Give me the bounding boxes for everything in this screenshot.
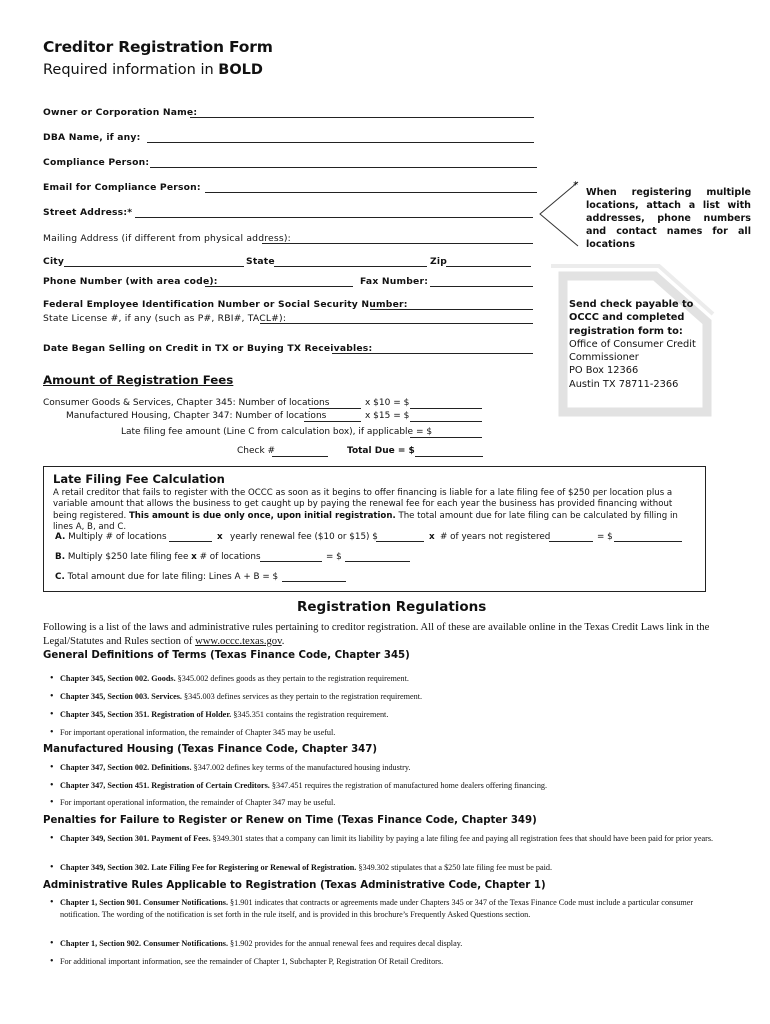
list-item: • Chapter 349, Section 301. Payment of Fees. §349.301 states that a company can limit its liability by paying a late filing fee and paying all registration fees that should have been paid for prior years. xyxy=(50,833,714,844)
send-line-3: PO Box 12366 xyxy=(569,365,639,377)
send-line-2: Commissioner xyxy=(569,352,639,364)
subtitle-bold: BOLD xyxy=(218,62,263,78)
email-label: Email for Compliance Person: xyxy=(43,182,201,193)
license-field[interactable] xyxy=(260,323,533,324)
line-a-fee-field[interactable] xyxy=(376,541,424,542)
line-b-text1: Multiply $250 late filing fee xyxy=(67,552,189,562)
send-line-1: Office of Consumer Credit xyxy=(569,338,696,350)
state-label: State xyxy=(246,256,275,267)
total-due-field[interactable] xyxy=(415,456,483,457)
item-text: §345.351 contains the registration requirement. xyxy=(233,710,389,719)
intro-text: Following is a list of the laws and administrative rules pertaining to creditor registration. All of these are available online in the Texas Credit Laws link in the Legal/Statutes and Rules section of xyxy=(43,622,710,647)
line-b-x: x xyxy=(191,552,197,562)
subtitle-prefix: Required information in xyxy=(43,62,214,78)
line-c xyxy=(55,572,278,582)
line-a xyxy=(55,532,167,542)
line-a-letter: A. xyxy=(55,532,66,542)
item-title: Chapter 1, Section 902. Consumer Notifications. xyxy=(60,939,228,948)
asterisk: * xyxy=(573,180,578,191)
consumer-locations-field[interactable] xyxy=(309,408,361,409)
city-label: City xyxy=(43,256,65,267)
line-a-eq: = $ xyxy=(597,532,613,542)
send-bold: Send check payable to OCCC and completed registration form to: xyxy=(569,299,694,337)
dba-label: DBA Name, if any: xyxy=(43,132,141,143)
compliance-label: Compliance Person: xyxy=(43,157,150,168)
list-item: • For important operational information, the remainder of Chapter 347 may be useful. xyxy=(50,797,336,808)
item-title: Chapter 345, Section 002. Goods. xyxy=(60,674,176,683)
item-text: §349.302 stipulates that a $250 late filing fee must be paid. xyxy=(358,863,553,872)
manufactured-amount-field[interactable] xyxy=(410,421,482,422)
street-label: Street Address:* xyxy=(43,207,133,218)
regulations-intro xyxy=(43,621,733,648)
line-a-x1: x xyxy=(217,532,223,542)
list-item: • Chapter 349, Section 302. Late Filing Fee for Registering or Renewal of Registration. §349.302 stipulates that a $250 late filing fee must be paid. xyxy=(50,862,553,873)
item-title: Chapter 349, Section 302. Late Filing Fee for Registering or Renewal of Registration. xyxy=(60,863,357,872)
line-c-letter: C. xyxy=(55,572,65,582)
state-field[interactable] xyxy=(274,266,427,267)
item-text: For additional important information, see the remainder of Chapter 1, Subchapter P, Registration Of Retail Creditors. xyxy=(60,957,444,966)
item-text: For important operational information, the remainder of Chapter 347 may be useful. xyxy=(60,798,336,807)
line-b-eq: = $ xyxy=(326,552,342,562)
line-b xyxy=(55,552,261,562)
line-c-text: Total amount due for late filing: Lines A + B = $ xyxy=(67,572,279,582)
item-text: §345.002 defines goods as they pertain to the registration requirement. xyxy=(177,674,409,683)
occc-link[interactable]: www.occc.texas.gov xyxy=(195,635,282,647)
late-box-description xyxy=(53,488,699,534)
item-title: Chapter 345, Section 351. Registration of Holder. xyxy=(60,710,232,719)
line-a-text1: Multiply # of locations xyxy=(68,532,167,542)
email-field[interactable] xyxy=(205,192,537,193)
item-title: Chapter 349, Section 301. Payment of Fees. xyxy=(60,834,211,843)
consumer-amount-field[interactable] xyxy=(410,408,482,409)
multiple-locations-note: When registering multiple locations, attach a list with addresses, phone numbers and contact names for all locations xyxy=(586,187,751,250)
item-title: Chapter 347, Section 002. Definitions. xyxy=(60,763,192,772)
fax-label: Fax Number: xyxy=(360,276,429,287)
owner-field[interactable] xyxy=(190,117,534,118)
list-item: • Chapter 345, Section 003. Services. §345.003 defines services as they pertain to the registration requirement. xyxy=(50,691,423,702)
list-item: • Chapter 1, Section 901. Consumer Notifications. §1.901 indicates that contracts or agreements made under Chapters 345 or 347 of the Texas Finance Code must include a particular consumer notification. The wording of the notification is set forth in the rule itself, and is provided in this brochure’s Frequently Asked Questions section. xyxy=(50,897,694,920)
line-b-total-field[interactable] xyxy=(345,561,410,562)
item-text: §347.451 requires the registration of manufactured home dealers offering financing. xyxy=(271,781,548,790)
send-line-4: Austin TX 78711-2366 xyxy=(569,378,679,390)
fees-heading: Amount of Registration Fees xyxy=(43,373,234,387)
late-box-para2: The total amount due for late filing can be calculated by filling in lines A, B, and C. xyxy=(53,510,678,533)
license-label: State License #, if any (such as P#, RBI#, TACL#): xyxy=(43,313,287,324)
section-349-heading: Penalties for Failure to Register or Renew on Time (Texas Finance Code, Chapter 349) xyxy=(43,815,537,826)
page-subtitle xyxy=(43,62,263,78)
item-text: §347.002 defines key terms of the manufactured housing industry. xyxy=(193,763,411,772)
section-tac-heading: Administrative Rules Applicable to Registration (Texas Administrative Code, Chapter 1) xyxy=(43,880,546,891)
total-due-label: Total Due = $ xyxy=(347,446,415,456)
item-text: §1.901 indicates that contracts or agreements made under Chapters 345 or 347 of the Texas Finance Code must include a particular consumer notification. The wording of the notification is set forth in the rule itself, and is provided in this brochure’s Frequently Asked Questions section. xyxy=(60,898,694,920)
phone-label: Phone Number (with area code): xyxy=(43,276,218,287)
line-a-text3: # of years not registered xyxy=(440,532,551,542)
intro-end: . xyxy=(281,635,285,647)
fein-label: Federal Employee Identification Number or Social Security Number: xyxy=(43,299,408,310)
section-345-heading: General Definitions of Terms (Texas Finance Code, Chapter 345) xyxy=(43,650,410,661)
line-b-text2: # of locations xyxy=(199,552,261,562)
line-b-letter: B. xyxy=(55,552,66,562)
line-a-total-field[interactable] xyxy=(614,541,682,542)
list-item: • Chapter 347, Section 002. Definitions. §347.002 defines key terms of the manufactured housing industry. xyxy=(50,762,411,773)
zip-field[interactable] xyxy=(446,266,531,267)
list-item: • Chapter 347, Section 451. Registration of Certain Creditors. §347.451 requires the registration of manufactured home dealers offering financing. xyxy=(50,780,548,791)
fax-field[interactable] xyxy=(430,286,533,287)
item-text: §349.301 states that a company can limit its liability by paying a late filing fee and paying all registration fees that should have been paid for prior years. xyxy=(212,834,714,843)
item-title: Chapter 1, Section 901. Consumer Notifications. xyxy=(60,898,228,907)
item-title: Chapter 347, Section 451. Registration of Certain Creditors. xyxy=(60,781,270,790)
line-a-locations-field[interactable] xyxy=(169,541,212,542)
late-box-bold: This amount is due only once, upon initial registration. xyxy=(128,510,396,521)
zip-label: Zip xyxy=(430,256,447,267)
manufactured-fee-label: Manufactured Housing, Chapter 347: Number of locations xyxy=(66,411,327,421)
consumer-fee-calc: x $10 = $ xyxy=(365,398,410,408)
line-c-total-field[interactable] xyxy=(282,581,346,582)
street-field[interactable] xyxy=(135,217,533,218)
manufactured-fee-calc: x $15 = $ xyxy=(365,411,410,421)
list-item: • Chapter 1, Section 902. Consumer Notifications. §1.902 provides for the annual renewal fees and requires decal display. xyxy=(50,938,463,949)
city-field[interactable] xyxy=(64,266,244,267)
late-fee-field[interactable] xyxy=(410,437,482,438)
list-item: • For additional important information, see the remainder of Chapter 1, Subchapter P, Registration Of Retail Creditors. xyxy=(50,956,444,967)
item-text: §345.003 defines services as they pertain to the registration requirement. xyxy=(184,692,423,701)
mailing-field[interactable] xyxy=(262,243,533,244)
late-fee-label: Late filing fee amount (Line C from calculation box), if applicable = $ xyxy=(121,427,433,437)
item-text: §1.902 provides for the annual renewal fees and requires decal display. xyxy=(230,939,463,948)
mailing-label: Mailing Address (if different from physical address): xyxy=(43,233,291,244)
item-text: For important operational information, the remainder of Chapter 345 may be useful. xyxy=(60,728,336,737)
list-item: • Chapter 345, Section 351. Registration of Holder. §345.351 contains the registration requirement. xyxy=(50,709,389,720)
send-instructions xyxy=(569,298,709,391)
section-347-heading: Manufactured Housing (Texas Finance Code, Chapter 347) xyxy=(43,744,377,755)
manufactured-locations-field[interactable] xyxy=(304,421,361,422)
page-title: Creditor Registration Form xyxy=(43,38,273,56)
item-title: Chapter 345, Section 003. Services. xyxy=(60,692,182,701)
dba-field[interactable] xyxy=(147,142,534,143)
owner-label: Owner or Corporation Name: xyxy=(43,107,198,118)
line-a-text2: yearly renewal fee ($10 or $15) $ xyxy=(230,532,378,542)
check-field[interactable] xyxy=(272,456,328,457)
list-item: • For important operational information, the remainder of Chapter 345 may be useful. xyxy=(50,727,336,738)
list-item: • Chapter 345, Section 002. Goods. §345.002 defines goods as they pertain to the registration requirement. xyxy=(50,673,409,684)
line-a-years-field[interactable] xyxy=(549,541,593,542)
phone-field[interactable] xyxy=(205,286,353,287)
date-began-field[interactable] xyxy=(332,353,533,354)
late-box-title: Late Filing Fee Calculation xyxy=(53,472,225,486)
regulations-title: Registration Regulations xyxy=(297,599,487,615)
date-began-label: Date Began Selling on Credit in TX or Buying TX Receivables: xyxy=(43,343,373,354)
consumer-fee-label: Consumer Goods & Services, Chapter 345: Number of locations xyxy=(43,398,330,408)
compliance-field[interactable] xyxy=(150,167,537,168)
line-a-x2: x xyxy=(429,532,435,542)
line-b-locations-field[interactable] xyxy=(260,561,322,562)
fein-field[interactable] xyxy=(370,309,533,310)
late-box-para1: A retail creditor that fails to register with the OCCC as soon as it begins to offer financing is liable for a late filing fee of $250 per location plus a variable amount that allows the business to get caught up by paying the renewal fee for each year the business has provided financing without being registered. xyxy=(53,488,673,521)
check-label: Check # xyxy=(237,446,276,456)
